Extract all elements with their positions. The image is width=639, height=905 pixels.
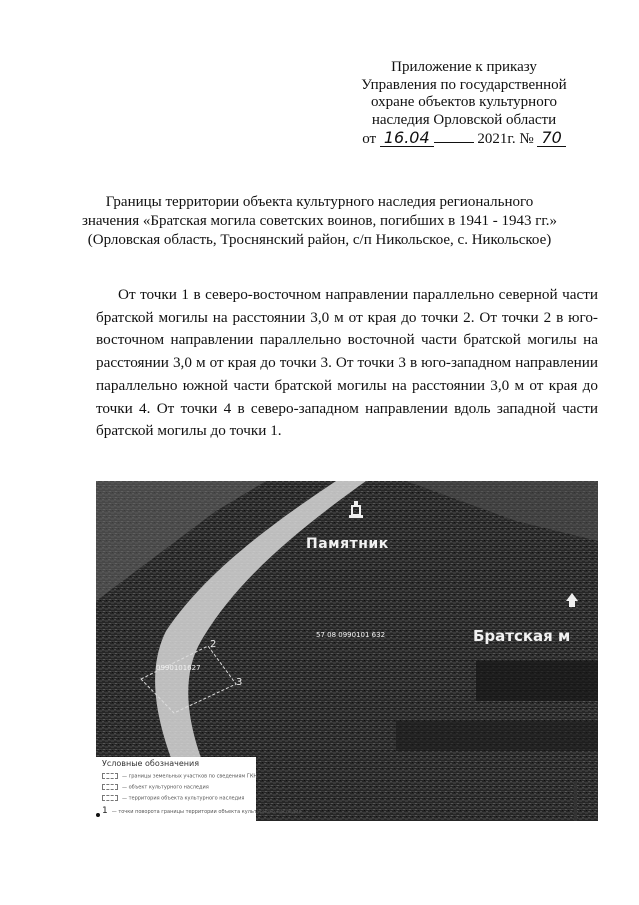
point-dot-icon (96, 813, 100, 817)
cadastral-number-1: 57 08 0990101 632 (316, 631, 386, 639)
cadastral-number-2: 0990101627 (156, 664, 201, 672)
boundary-description: От точки 1 в северо-восточном направлении параллельно северной части братской могилы на расстоянии 3,0 м от края до точки 2. От точки 2 в юго-восточном направлении параллельно восточной части братской могилы на расстоянии 3,0 м от края до точки 3. От точки 3 в юго-западном направлении параллельно южной части братской могилы на расстоянии 3,0 м от края до точки 4. От точки 4 в северо-западном направлении вдоль западной части братской могилы до точки 1. (96, 286, 598, 440)
dashed-line-icon (102, 784, 118, 790)
point-3-label: 3 (236, 677, 243, 688)
point-number-sample: 1 (102, 806, 108, 816)
legend-title: Условные обозначения (102, 759, 200, 768)
header-line-3: охране объектов культурного (370, 94, 557, 110)
dashed-line-icon (102, 795, 118, 801)
year-text: 2021г. № (477, 131, 534, 147)
legend-row-heritage-object: — объект культурного наследия (102, 784, 209, 791)
order-header (349, 59, 579, 149)
monument-label: Памятник (306, 536, 389, 552)
header-line-2: Управления по государственной (361, 76, 567, 93)
boundary-map-image (96, 481, 598, 821)
title-line-3: (Орловская область, Троснянский район, с/п Никольское, с. Никольское) (87, 232, 552, 248)
map-legend (96, 757, 302, 821)
title-line-1: Границы территории объекта культурного наследия регионального (105, 194, 534, 210)
legend-row-territory: — территория объекта культурного наследия (102, 795, 244, 802)
header-line-1: Приложение к приказу (391, 59, 537, 75)
date-prefix: от (362, 131, 377, 147)
point-2-label: 2 (210, 639, 217, 650)
handwritten-number: 70 (537, 130, 565, 147)
legend-row-parcels: — границы земельных участков по сведениям ГКН (102, 773, 257, 780)
title-line-2: значения «Братская могила советских воинов, погибших в 1941 - 1943 гг.» (81, 213, 558, 229)
handwritten-date: 16.04 (380, 130, 434, 147)
grave-label: Братская м (473, 627, 571, 645)
header-line-4: наследия Орловской области (371, 111, 557, 128)
dashed-line-icon (102, 773, 118, 779)
date-underline (434, 142, 474, 143)
order-date-line (349, 130, 579, 149)
document-title (60, 193, 579, 250)
legend-row-points: 1 — точки поворота границы территории объекта культурного наследия (102, 806, 302, 816)
